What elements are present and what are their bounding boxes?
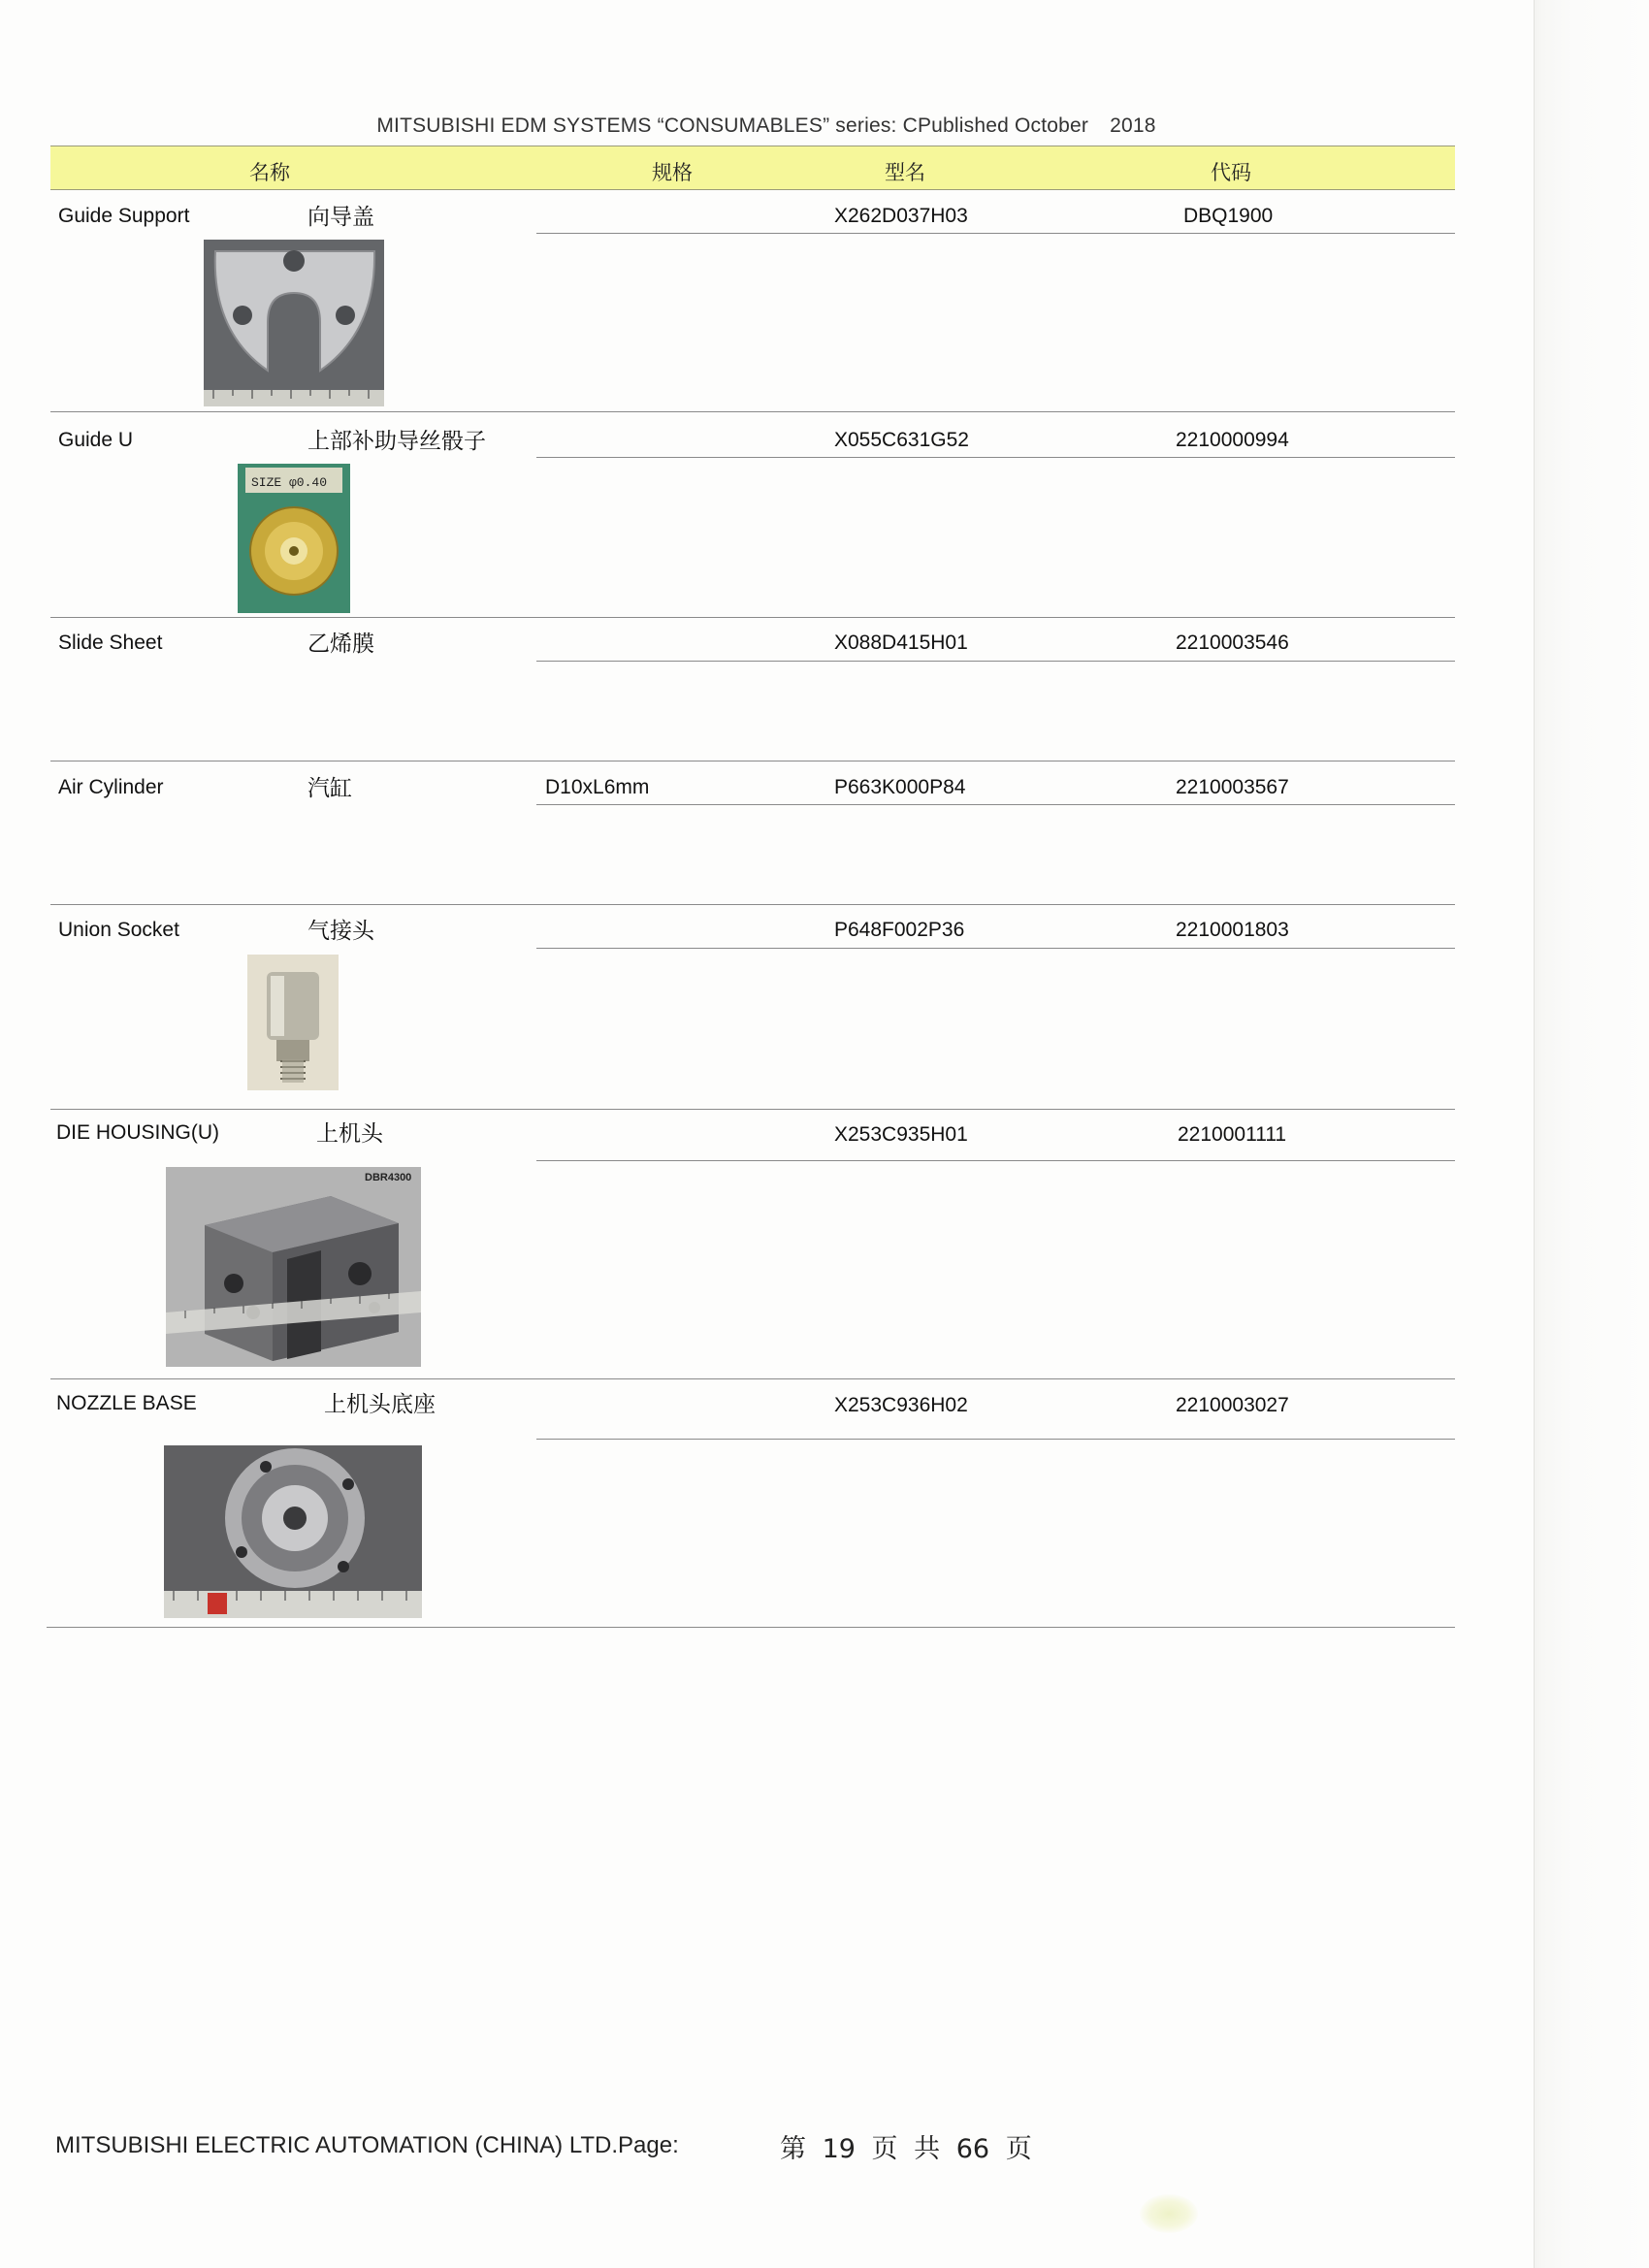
page-number: 19: [822, 2134, 856, 2164]
item-name-en: Guide U: [58, 429, 134, 451]
item-model: X253C936H02: [834, 1394, 968, 1416]
row-divider: [536, 1160, 1455, 1161]
header-title: MITSUBISHI EDM SYSTEMS “CONSUMABLES” series: CPublished October: [376, 114, 1089, 137]
row-divider: [536, 233, 1455, 234]
item-name-cn: 上机头底座: [324, 1392, 436, 1417]
footer-company: MITSUBISHI ELECTRIC AUTOMATION (CHINA) LTD.Page:: [55, 2132, 679, 2158]
item-model: P648F002P36: [834, 919, 965, 941]
page-prefix: 第: [780, 2134, 806, 2164]
item-code: 2210001111: [1178, 1123, 1287, 1146]
row-divider: [536, 661, 1455, 662]
section-divider: [50, 904, 1455, 905]
row-divider: [536, 1439, 1455, 1440]
item-spec: D10xL6mm: [545, 776, 650, 798]
item-name-en: NOZZLE BASE: [56, 1392, 197, 1414]
item-name-cn: 乙烯膜: [307, 632, 374, 657]
item-name-cn: 汽缸: [307, 776, 352, 801]
guide-u-photo-label: SIZE φ0.40: [251, 475, 328, 490]
column-spec: 规格: [652, 161, 693, 184]
item-code: 2210001803: [1176, 919, 1289, 941]
nozzle-base-photo: [164, 1445, 422, 1618]
paper-stain: [1140, 2194, 1198, 2233]
item-model: X253C935H01: [834, 1123, 968, 1146]
item-name-en: Guide Support: [58, 205, 190, 227]
item-name-cn: 向导盖: [307, 205, 374, 230]
footer-page-indicator: [780, 2127, 1032, 2165]
column-header-bar: [50, 146, 1455, 190]
item-model: P663K000P84: [834, 776, 966, 798]
guide-support-photo: [204, 240, 384, 406]
item-code: 2210003027: [1176, 1394, 1289, 1416]
page-edge: [1534, 0, 1649, 2268]
column-name: 名称: [249, 161, 290, 184]
item-name-cn: 上部补助导丝骰子: [307, 429, 486, 454]
item-model: X262D037H03: [834, 205, 968, 227]
item-name-en: Union Socket: [58, 919, 179, 941]
page-mid: 页 共: [871, 2134, 941, 2164]
page-suffix: 页: [1005, 2134, 1032, 2164]
item-code: 2210000994: [1176, 429, 1289, 451]
die-housing-photo-label: DBR4300: [365, 1172, 412, 1183]
item-code: 2210003546: [1176, 632, 1289, 654]
page-total: 66: [955, 2134, 990, 2164]
header-year: 2018: [1110, 114, 1156, 137]
document-header: [0, 114, 1533, 138]
section-divider: [50, 1109, 1455, 1110]
item-name-cn: 上机头: [316, 1121, 383, 1147]
section-divider: [50, 1378, 1455, 1379]
item-model: X088D415H01: [834, 632, 968, 654]
die-housing-photo: [166, 1167, 421, 1367]
section-divider: [47, 1627, 1455, 1628]
row-divider: [536, 457, 1455, 458]
item-name-en: Air Cylinder: [58, 776, 164, 798]
item-name-en: Slide Sheet: [58, 632, 163, 654]
union-socket-photo: [247, 955, 339, 1090]
item-code: DBQ1900: [1183, 205, 1274, 227]
row-divider: [536, 948, 1455, 949]
item-name-en: DIE HOUSING(U): [56, 1121, 219, 1144]
item-name-cn: 气接头: [307, 919, 374, 944]
item-code: 2210003567: [1176, 776, 1289, 798]
section-divider: [50, 411, 1455, 412]
item-model: X055C631G52: [834, 429, 969, 451]
row-divider: [536, 804, 1455, 805]
column-code: 代码: [1211, 161, 1251, 184]
guide-u-photo: [238, 464, 350, 613]
column-model: 型名: [885, 161, 925, 184]
section-divider: [50, 617, 1455, 618]
